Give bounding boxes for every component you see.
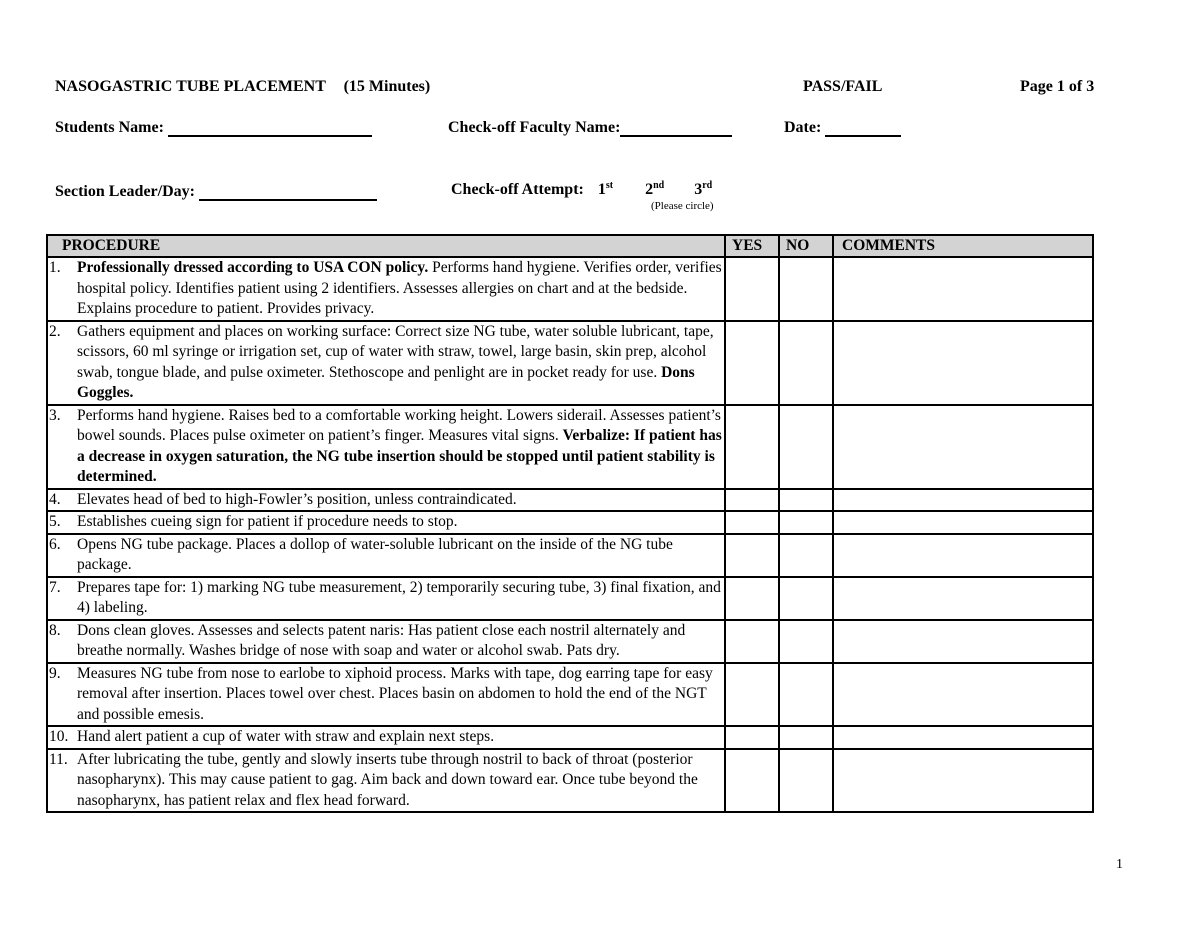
table-row bbox=[47, 577, 1093, 620]
no-column-header: NO bbox=[779, 235, 833, 257]
pass-fail-label: PASS/FAIL bbox=[803, 78, 883, 95]
no-checkbox-cell[interactable] bbox=[779, 663, 833, 727]
table-header-row bbox=[47, 235, 1093, 257]
step-text bbox=[77, 578, 724, 619]
table-row bbox=[47, 534, 1093, 577]
step-text-segment: Hand alert patient a cup of water with straw and explain next steps. bbox=[77, 728, 495, 745]
step-text-segment: Prepares tape for: 1) marking NG tube measurement, 2) temporarily securing tube, 3) final fixation, and 4) labeling. bbox=[77, 578, 721, 616]
no-checkbox-cell[interactable] bbox=[779, 321, 833, 405]
yes-checkbox-cell[interactable] bbox=[725, 749, 779, 813]
yes-checkbox-cell[interactable] bbox=[725, 321, 779, 405]
faculty-name-line[interactable] bbox=[620, 119, 732, 137]
step-text bbox=[77, 750, 724, 812]
step-number: 4. bbox=[49, 490, 61, 508]
step-number: 10. bbox=[49, 728, 69, 745]
footer-page-number: 1 bbox=[1116, 857, 1123, 872]
yes-column-header: YES bbox=[725, 235, 779, 257]
step-number: 7. bbox=[49, 578, 61, 596]
comments-cell[interactable] bbox=[833, 663, 1093, 727]
procedure-cell bbox=[47, 620, 725, 663]
table-row bbox=[47, 726, 1093, 749]
table-row bbox=[47, 663, 1093, 727]
faculty-name-label: Check-off Faculty Name: bbox=[448, 119, 621, 136]
step-text-segment: Establishes cueing sign for patient if procedure needs to stop. bbox=[77, 513, 458, 530]
step-text bbox=[77, 512, 724, 533]
attempt-option-2[interactable]: 2nd bbox=[645, 180, 665, 198]
table-row bbox=[47, 489, 1093, 512]
form-title-row bbox=[55, 78, 430, 96]
faculty-name-field[interactable] bbox=[448, 119, 732, 137]
step-text-bold: Dons Goggles. bbox=[77, 363, 695, 401]
table-row bbox=[47, 511, 1093, 534]
no-checkbox-cell[interactable] bbox=[779, 749, 833, 813]
step-text-segment: Measures NG tube from nose to earlobe to xiphoid process. Marks with tape, dog earring tape for easy removal after insertion. Places towel over chest. Places basin on abdomen to hold the end of the NGT and possible emesis. bbox=[77, 664, 713, 723]
yes-checkbox-cell[interactable] bbox=[725, 534, 779, 577]
table-row bbox=[47, 749, 1093, 813]
form-title: NASOGASTRIC TUBE PLACEMENT bbox=[55, 78, 326, 95]
step-text bbox=[77, 406, 724, 488]
no-checkbox-cell[interactable] bbox=[779, 511, 833, 534]
no-checkbox-cell[interactable] bbox=[779, 534, 833, 577]
no-checkbox-cell[interactable] bbox=[779, 620, 833, 663]
yes-checkbox-cell[interactable] bbox=[725, 663, 779, 727]
step-text bbox=[77, 322, 724, 404]
comments-cell[interactable] bbox=[833, 577, 1093, 620]
comments-column-header: COMMENTS bbox=[833, 235, 1093, 257]
date-line[interactable] bbox=[825, 119, 901, 137]
procedure-cell bbox=[47, 405, 725, 489]
step-text bbox=[77, 258, 724, 320]
comments-cell[interactable] bbox=[833, 534, 1093, 577]
comments-cell[interactable] bbox=[833, 257, 1093, 321]
section-leader-line[interactable] bbox=[199, 183, 377, 201]
page-indicator: Page 1 of 3 bbox=[1020, 78, 1095, 95]
step-text-segment: Performs hand hygiene. Raises bed to a comfortable working height. Lowers siderail. Assesses patient’s bowel sounds. Places pulse oximeter on patient’s finger. Measures vital signs. bbox=[77, 406, 721, 444]
comments-cell[interactable] bbox=[833, 511, 1093, 534]
procedure-cell bbox=[47, 534, 725, 577]
procedure-cell bbox=[47, 663, 725, 727]
table-row bbox=[47, 257, 1093, 321]
procedure-column-header: PROCEDURE bbox=[47, 235, 725, 257]
step-text-bold: Professionally dressed according to USA CON policy. bbox=[77, 259, 429, 276]
comments-cell[interactable] bbox=[833, 489, 1093, 512]
step-number: 6. bbox=[49, 535, 61, 553]
step-text bbox=[77, 490, 724, 511]
yes-checkbox-cell[interactable] bbox=[725, 489, 779, 512]
comments-cell[interactable] bbox=[833, 321, 1093, 405]
comments-cell[interactable] bbox=[833, 749, 1093, 813]
attempt-option-1[interactable]: 1st bbox=[597, 180, 614, 198]
procedure-checklist bbox=[46, 234, 1094, 813]
comments-cell[interactable] bbox=[833, 620, 1093, 663]
attempt-option-3[interactable]: 3rd bbox=[694, 180, 713, 198]
no-checkbox-cell[interactable] bbox=[779, 257, 833, 321]
yes-checkbox-cell[interactable] bbox=[725, 511, 779, 534]
step-number: 8. bbox=[49, 621, 61, 639]
step-text bbox=[77, 727, 724, 748]
procedure-cell bbox=[47, 749, 725, 813]
yes-checkbox-cell[interactable] bbox=[725, 405, 779, 489]
step-text-bold: Verbalize: If patient has a decrease in oxygen saturation, the NG tube insertion should be stopped until patient stability is determined. bbox=[77, 427, 722, 485]
no-checkbox-cell[interactable] bbox=[779, 405, 833, 489]
checkoff-attempt-row bbox=[451, 181, 712, 199]
yes-checkbox-cell[interactable] bbox=[725, 577, 779, 620]
comments-cell[interactable] bbox=[833, 405, 1093, 489]
procedure-cell bbox=[47, 321, 725, 405]
step-number: 9. bbox=[49, 664, 61, 682]
date-field[interactable] bbox=[784, 119, 901, 137]
procedure-cell bbox=[47, 577, 725, 620]
yes-checkbox-cell[interactable] bbox=[725, 620, 779, 663]
attempt-note: (Please circle) bbox=[651, 200, 714, 212]
step-text-segment: Elevates head of bed to high-Fowler’s position, unless contraindicated. bbox=[77, 490, 517, 508]
section-leader-field[interactable] bbox=[55, 183, 377, 201]
step-text-segment: Performs hand hygiene. Verifies order, verifies hospital policy. Identifies patient using 2 identifiers. Assesses allergies on chart and at the bedside. Explains procedure to patient. Provides privacy. bbox=[77, 259, 722, 317]
step-text-segment: After lubricating the tube, gently and slowly inserts tube through nostril to back of throat (posterior nasopharynx). This may cause patient to gag. Aim back and down toward ear. Once tube beyond the nasopharynx, has patient relax and flex head forward. bbox=[77, 750, 698, 809]
step-text bbox=[77, 535, 724, 576]
student-name-field[interactable] bbox=[55, 119, 372, 137]
procedure-cell bbox=[47, 257, 725, 321]
no-checkbox-cell[interactable] bbox=[779, 489, 833, 512]
step-text bbox=[77, 621, 724, 662]
comments-cell[interactable] bbox=[833, 726, 1093, 749]
no-checkbox-cell[interactable] bbox=[779, 726, 833, 749]
step-number: 3. bbox=[49, 406, 61, 424]
procedure-cell bbox=[47, 726, 725, 749]
table-row bbox=[47, 405, 1093, 489]
step-number: 5. bbox=[49, 513, 61, 530]
step-number: 2. bbox=[49, 322, 61, 340]
table-row bbox=[47, 620, 1093, 663]
date-label: Date: bbox=[784, 119, 822, 136]
step-text-segment: Gathers equipment and places on working surface: Correct size NG tube, water soluble lubricant, tape, scissors, 60 ml syringe or irrigation set, cup of water with straw, towel, large basin, skin prep, alcohol swab, tongue blade, and pulse oximeter. Stethoscope and penlight are in pocket ready for use. bbox=[77, 322, 714, 381]
student-name-line[interactable] bbox=[168, 119, 372, 137]
yes-checkbox-cell[interactable] bbox=[725, 257, 779, 321]
procedure-steps bbox=[47, 257, 1093, 812]
procedure-cell bbox=[47, 489, 725, 512]
yes-checkbox-cell[interactable] bbox=[725, 726, 779, 749]
step-number: 11. bbox=[49, 750, 68, 768]
table-row bbox=[47, 321, 1093, 405]
step-text-segment: Opens NG tube package. Places a dollop of water-soluble lubricant on the inside of the NG tube package. bbox=[77, 535, 673, 573]
form-duration: (15 Minutes) bbox=[343, 78, 431, 95]
section-leader-label: Section Leader/Day: bbox=[55, 183, 195, 200]
procedure-cell bbox=[47, 511, 725, 534]
step-text-segment: Dons clean gloves. Assesses and selects patent naris: Has patient close each nostril alternately and breathe normally. Washes bridge of nose with soap and water or alcohol swab. Pats dry. bbox=[77, 621, 686, 659]
student-name-label: Students Name: bbox=[55, 119, 164, 136]
no-checkbox-cell[interactable] bbox=[779, 577, 833, 620]
step-text bbox=[77, 664, 724, 726]
step-number: 1. bbox=[49, 259, 61, 276]
checkoff-attempt-label: Check-off Attempt: bbox=[451, 181, 584, 198]
